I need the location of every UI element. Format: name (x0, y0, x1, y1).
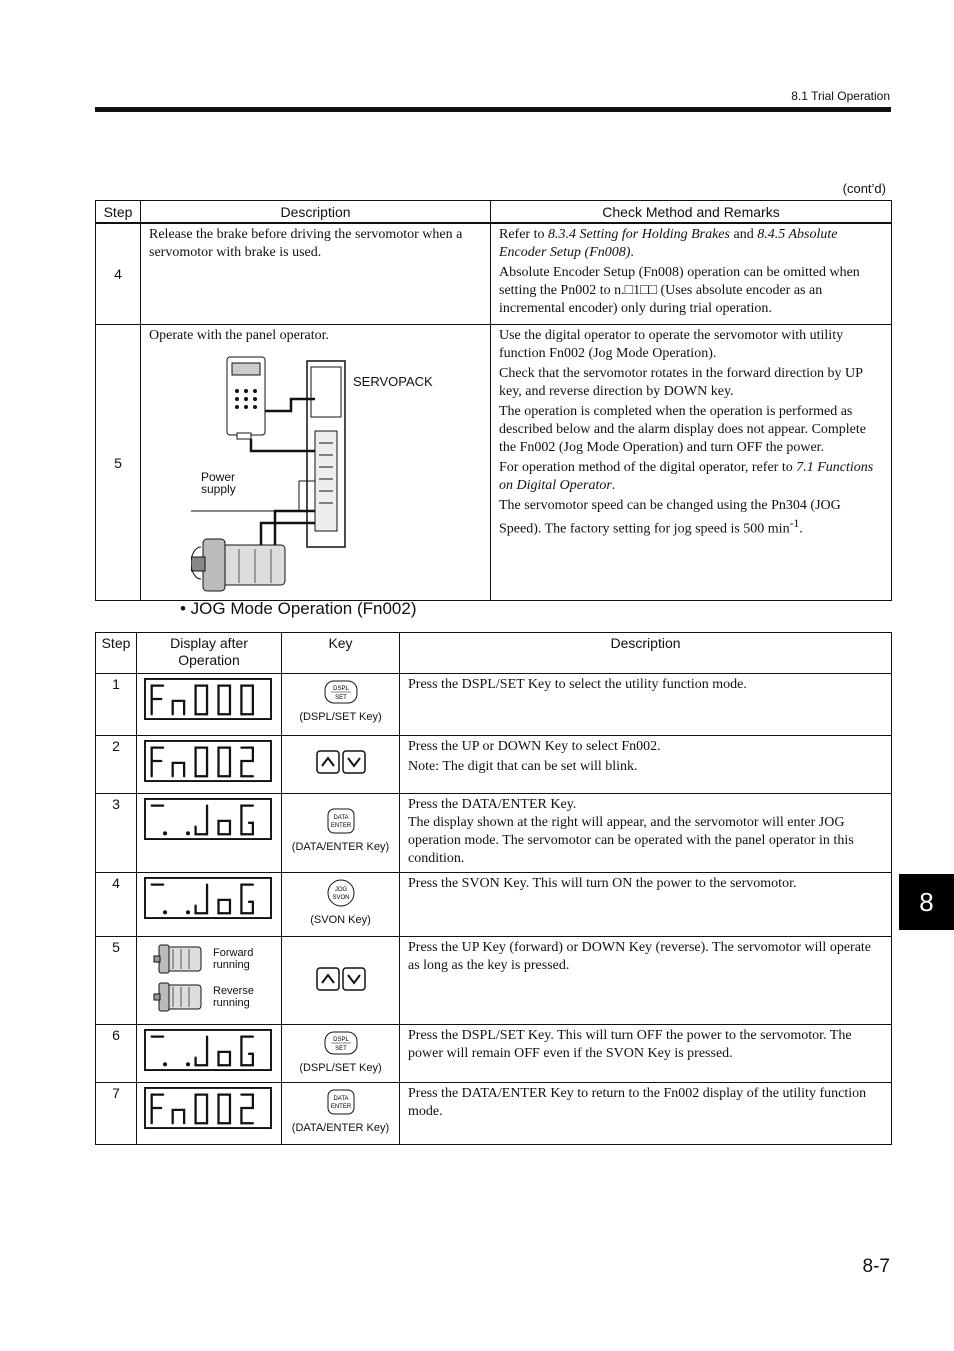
col-step: Step (96, 201, 141, 224)
up-down-key-icon (316, 750, 366, 774)
table-row (96, 736, 892, 794)
display-fn002 (143, 1087, 273, 1129)
table-row (96, 937, 892, 1025)
key-label: (DATA/ENTER Key) (291, 841, 390, 853)
display-fn000 (143, 678, 273, 720)
step-number: 4 (96, 873, 137, 937)
display-fn002 (143, 740, 273, 782)
display-jog (143, 877, 273, 919)
key-label: (SVON Key) (310, 914, 371, 926)
step-remarks (491, 325, 892, 601)
led-display (137, 1083, 282, 1145)
svg-text:ENTER: ENTER (330, 1104, 351, 1110)
remarks-paragraph: The servomotor speed can be changed using the Pn304 (JOG Speed). The factory setting for jog speed is 500 $\min^{-1}$. (499, 498, 841, 537)
key-label: (DSPL/SET Key) (299, 1062, 382, 1074)
note-text: Note: The digit that can be set will blink. (408, 759, 638, 774)
running-header: 8.1 Trial Operation (791, 89, 890, 103)
step-number: 5 (96, 325, 141, 601)
step-number: 3 (96, 794, 137, 873)
table-row (96, 674, 892, 736)
description-text: Press the UP or DOWN Key to select Fn002. (408, 739, 661, 754)
step-remarks (491, 223, 892, 325)
servomotor-reverse-icon (153, 979, 209, 1015)
svg-text:DSPL: DSPL (332, 686, 349, 692)
display-jog (143, 798, 273, 840)
key-label: (DATA/ENTER Key) (291, 1122, 390, 1134)
header-rule (95, 107, 891, 112)
led-display (137, 736, 282, 794)
table-header-row (96, 201, 892, 224)
col-remarks: Check Method and Remarks (491, 201, 892, 224)
step-description: Press the DSPL/SET Key to select the utility function mode. (400, 674, 892, 736)
remarks-paragraph: Refer to 8.3.4 Setting for Holding Brakes and 8.4.5 Absolute Encoder Setup (Fn008). (499, 227, 838, 260)
jog-mode-table (95, 632, 892, 1145)
svg-text:ENTER: ENTER (330, 823, 351, 829)
led-display (137, 794, 282, 873)
svg-text:DSPL: DSPL (332, 1037, 349, 1043)
display-jog (143, 1029, 273, 1071)
step-description (141, 325, 491, 601)
led-display (137, 1025, 282, 1083)
servopack-label: SERVOPACK (353, 374, 433, 389)
svg-text:DATA: DATA (332, 1096, 349, 1102)
remarks-paragraph: Absolute Encoder Setup (Fn008) operation can be omitted when setting the Pn002 to n.□1□□ (Uses absolute encoder as an incremental encoder) only during trial operation. (499, 265, 860, 316)
col-display: Display after Operation (137, 633, 282, 674)
remarks-paragraph: The operation is completed when the operation is performed as described below and the alarm display does not appear. Complete the Fn002 (Jog Mode Operation) and turn OFF the power. (499, 404, 867, 455)
key-label: (DSPL/SET Key) (299, 711, 382, 723)
remarks-paragraph: For operation method of the digital operator, refer to 7.1 Functions on Digital Operator. (499, 460, 874, 493)
description-text: The display shown at the right will appear, and the servomotor will enter JOG operation mode. The servomotor can be operated with the panel operator in this condition. (408, 815, 854, 866)
up-down-key-icon (316, 967, 366, 991)
forward-running-label: Forward running (213, 947, 254, 971)
key-cell (282, 794, 400, 873)
col-description: Description (141, 201, 491, 224)
description-text: Press the DATA/ENTER Key. (408, 797, 577, 812)
table-row (96, 1083, 892, 1145)
key-cell (282, 674, 400, 736)
trial-operation-table (95, 200, 892, 601)
forward-running-item (153, 941, 281, 977)
key-cell (282, 1025, 400, 1083)
step-description: Press the DATA/ENTER Key to return to the Fn002 display of the utility function mode. (400, 1083, 892, 1145)
data-enter-key-icon (327, 1089, 355, 1115)
led-display (137, 674, 282, 736)
step-description (141, 223, 491, 325)
svg-text:SET: SET (334, 1046, 347, 1052)
step-number: 2 (96, 736, 137, 794)
step-description: Press the DSPL/SET Key. This will turn OFF the power to the servomotor. The power will remain OFF even if the SVON Key is pressed. (400, 1025, 892, 1083)
key-cell (282, 937, 400, 1025)
motor-direction-cell (137, 937, 282, 1025)
svg-text:JOG: JOG (334, 887, 347, 893)
step-description: Press the SVON Key. This will turn ON the power to the servomotor. (400, 873, 892, 937)
step-number: 6 (96, 1025, 137, 1083)
reference-link: 8.4.5 Absolute Encoder Setup (Fn008) (499, 227, 838, 260)
table-header-row (96, 633, 892, 674)
table-row (96, 1025, 892, 1083)
step-number: 1 (96, 674, 137, 736)
dspl-set-key-icon (324, 1031, 358, 1055)
table-row (96, 794, 892, 873)
jog-svon-key-icon (327, 879, 355, 907)
data-enter-key-icon (327, 808, 355, 834)
servomotor-forward-icon (153, 941, 209, 977)
dspl-set-key-icon (324, 680, 358, 704)
svg-text:DATA: DATA (332, 815, 349, 821)
reference-link: 7.1 Functions on Digital Operator (499, 460, 874, 493)
reference-link: 8.3.4 Setting for Holding Brakes (547, 227, 730, 242)
page-number: 8-7 (862, 1256, 890, 1277)
step-description (400, 736, 892, 794)
step-number: 4 (96, 223, 141, 325)
table-row (96, 873, 892, 937)
reverse-running-label: Reverse running (213, 985, 254, 1009)
step-number: 5 (96, 937, 137, 1025)
remarks-paragraph: Check that the servomotor rotates in the forward direction by UP key, and reverse direction by DOWN key. (499, 366, 863, 399)
svg-text:SET: SET (334, 695, 347, 701)
table-row (96, 223, 892, 325)
key-cell (282, 736, 400, 794)
remarks-paragraph: Use the digital operator to operate the servomotor with utility function Fn002 (Jog Mode Operation). (499, 328, 844, 361)
chapter-tab[interactable]: 8 (899, 874, 954, 930)
led-display (137, 873, 282, 937)
table-row (96, 325, 892, 601)
step-description (400, 794, 892, 873)
col-description: Description (400, 633, 892, 674)
continued-label: (cont’d) (842, 181, 886, 196)
description-text: Operate with the panel operator. (149, 328, 329, 343)
jog-section-title: • JOG Mode Operation (Fn002) (180, 599, 417, 618)
power-supply-label: Power supply (201, 470, 236, 496)
step-description: Press the UP Key (forward) or DOWN Key (reverse). The servomotor will operate as long as the key is pressed. (400, 937, 892, 1025)
reverse-running-item (153, 979, 281, 1015)
description-text: Release the brake before driving the servomotor when a servomotor with brake is used. (149, 227, 463, 260)
col-key: Key (282, 633, 400, 674)
step-number: 7 (96, 1083, 137, 1145)
key-cell (282, 1083, 400, 1145)
col-step: Step (96, 633, 137, 674)
key-cell (282, 873, 400, 937)
svg-text:SVON: SVON (331, 895, 350, 901)
